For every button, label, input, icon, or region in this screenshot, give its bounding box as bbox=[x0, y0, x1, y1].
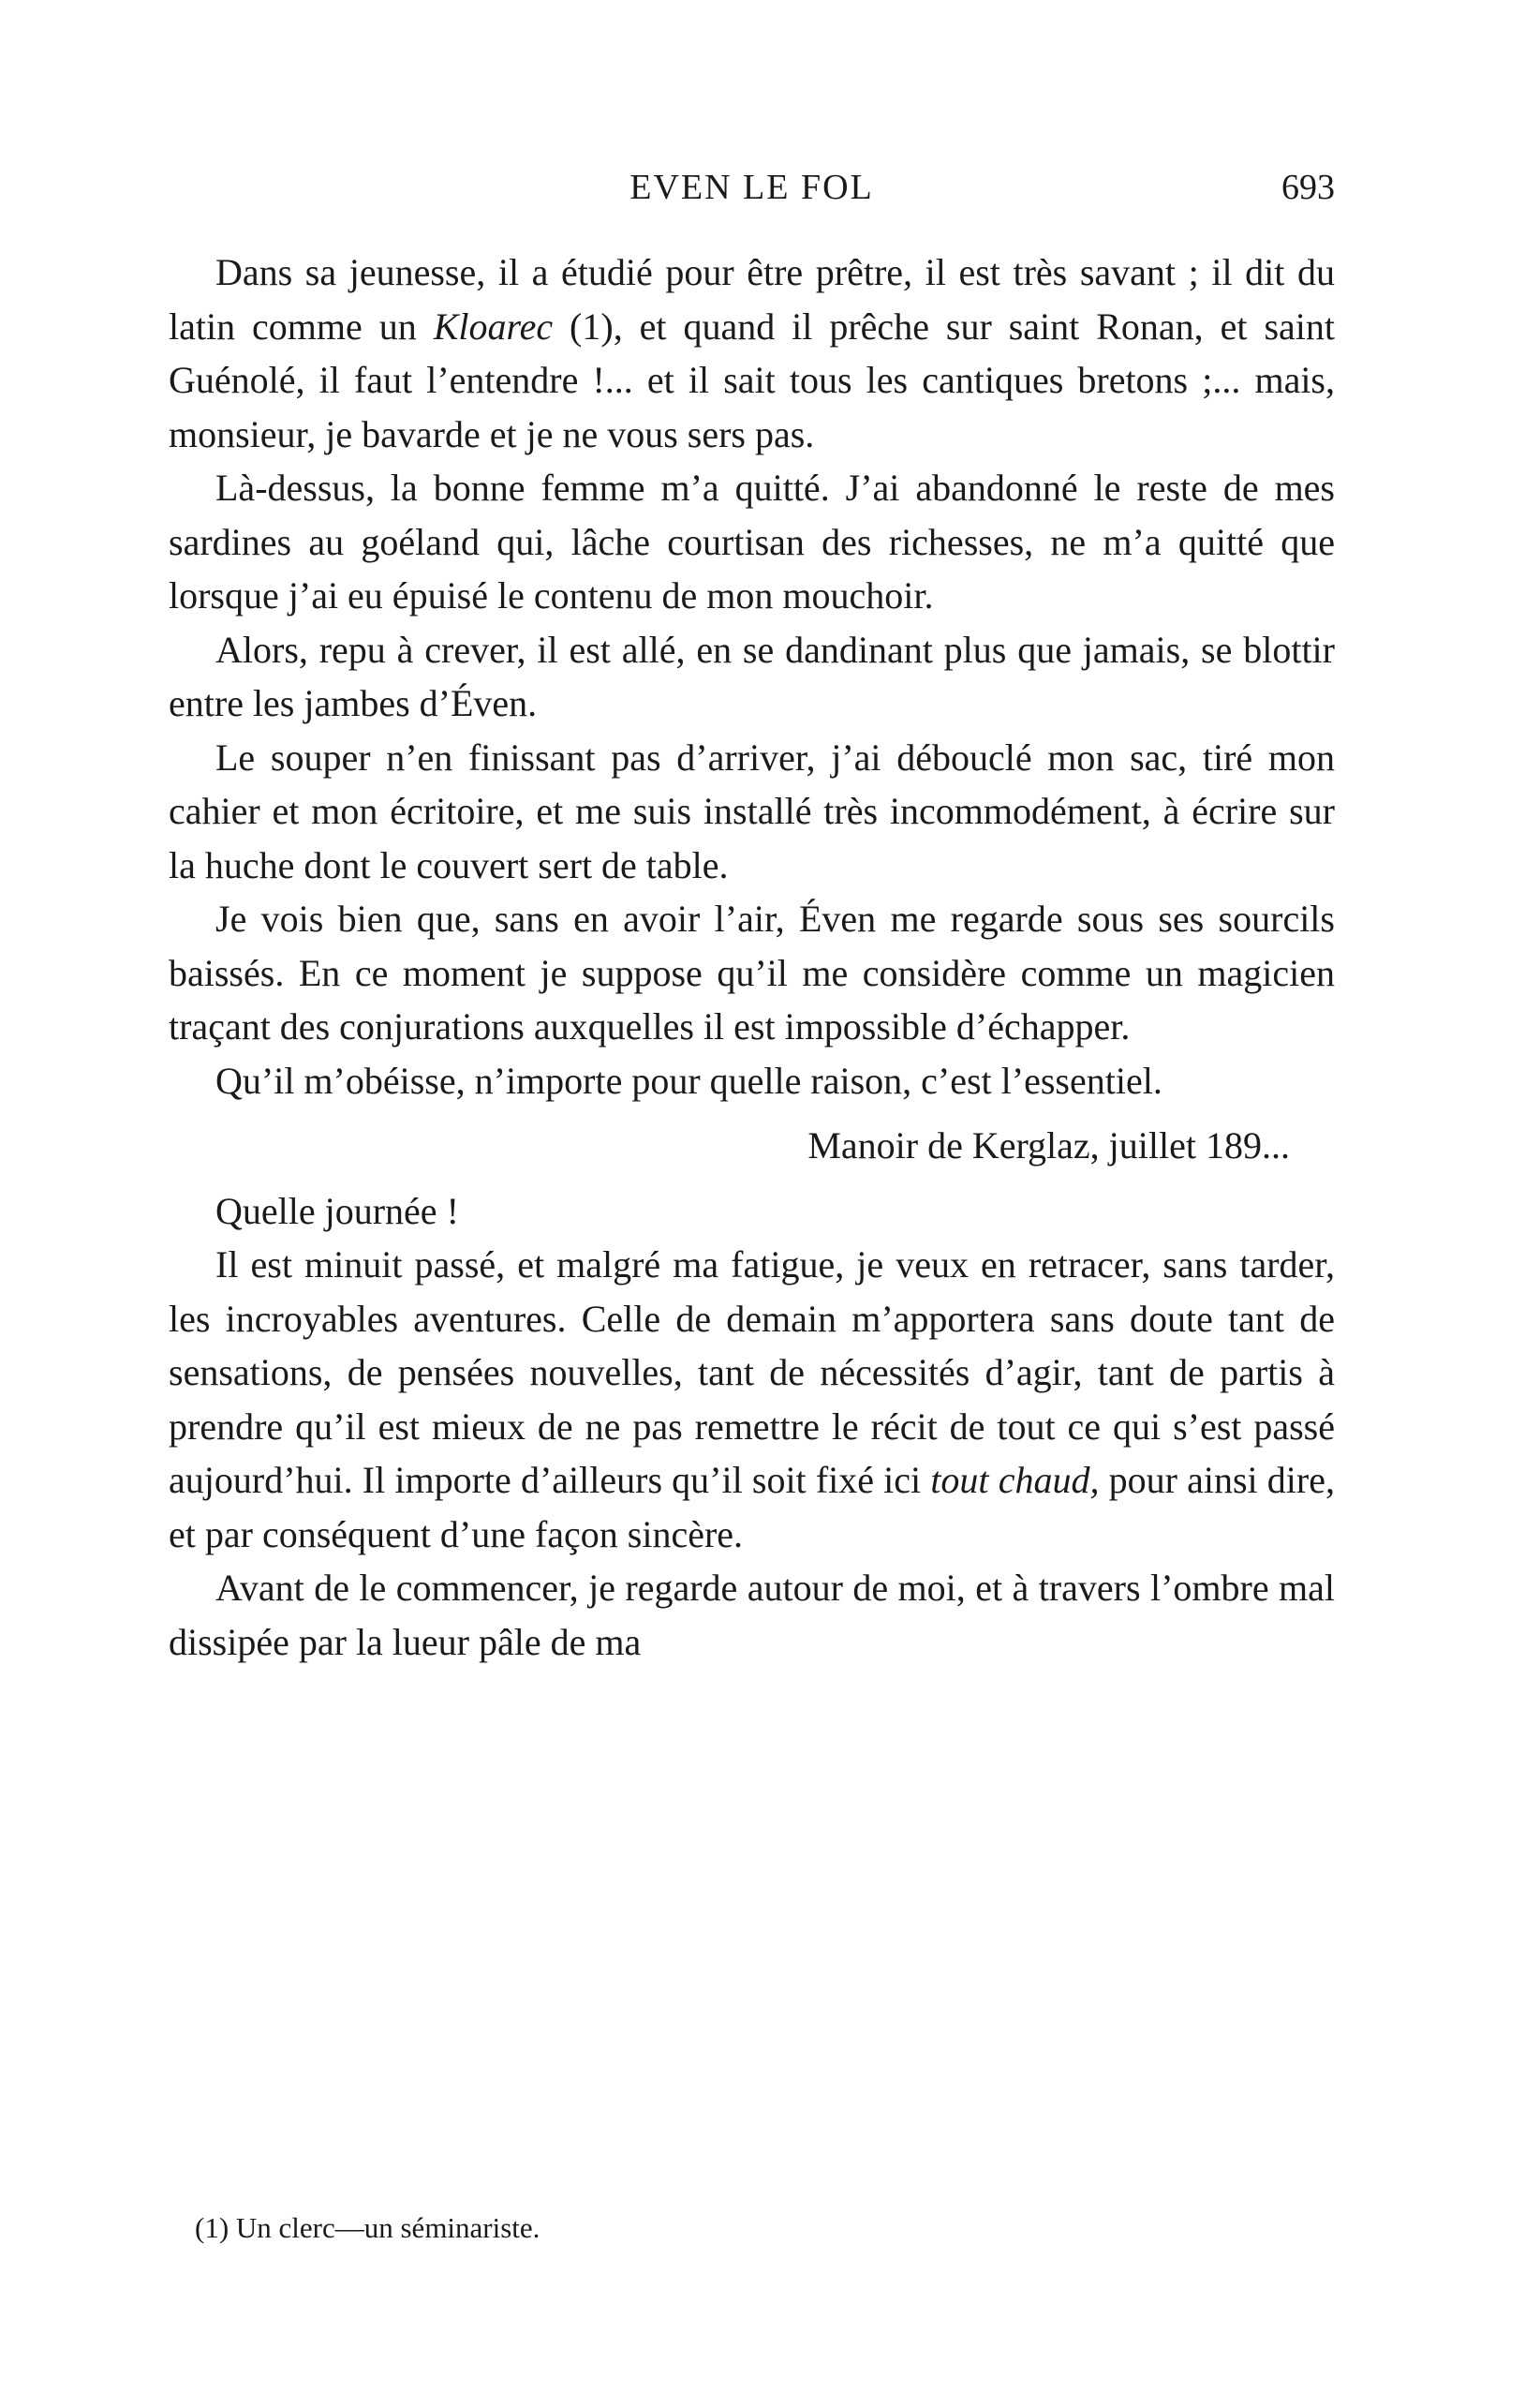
text-run: (1), et quand il prêche sur saint Ronan, et saint Guénolé, il faut l’entendre !... et il sait tous les cantiques bretons ;... mais, monsieur, je bavarde et je ne vous sers pas. bbox=[169, 305, 1336, 455]
paragraph bbox=[169, 245, 1335, 461]
text-run: Quelle journée ! bbox=[215, 1189, 459, 1232]
italic-text: Kloarec bbox=[433, 305, 554, 348]
text-run: Alors, repu à crever, il est allé, en se dandinant plus que jamais, se blottir entre les jambes d’Éven. bbox=[169, 628, 1335, 724]
running-title: EVEN LE FOL bbox=[629, 168, 874, 207]
text-run: Je vois bien que, sans en avoir l’air, Éven me regarde sous ses sourcils baissés. En ce moment je suppose qu’il me considère comme un magicien traçant des conjurations auxquelles il est impossible d’échapper. bbox=[169, 898, 1335, 1048]
paragraph bbox=[169, 623, 1335, 731]
paragraph bbox=[169, 461, 1335, 623]
paragraph bbox=[169, 1561, 1335, 1669]
text-run: Le souper n’en finissant pas d’arriver, j’ai débouclé mon sac, tiré mon cahier et mon écritoire, et me suis installé très incommodément, à écrire sur la huche dont le couvert sert de table. bbox=[169, 736, 1335, 886]
text-run: Dans sa jeunesse, il a étudié pour être prêtre, il est très savant ; il dit du latin comme un bbox=[169, 251, 1335, 348]
paragraphs-before bbox=[169, 245, 1335, 1107]
page-number: 693 bbox=[1281, 168, 1335, 207]
text-run: Avant de le commencer, je regarde autour de moi, et à travers l’ombre mal dissipée par la lueur pâle de ma bbox=[169, 1567, 1335, 1663]
paragraph bbox=[169, 1184, 1335, 1239]
text-run: pour ainsi dire, et par conséquent d’une façon sincère. bbox=[169, 1459, 1335, 1555]
body-text bbox=[169, 245, 1335, 1669]
paragraph bbox=[169, 1238, 1335, 1561]
footnote: (1) Un clerc—un séminariste. bbox=[195, 2211, 540, 2244]
paragraphs-after bbox=[169, 1184, 1335, 1670]
text-run: Qu’il m’obéisse, n’importe pour quelle raison, c’est l’essentiel. bbox=[215, 1059, 1162, 1102]
place-date-line: Manoir de Kerglaz, juillet 189... bbox=[807, 1124, 1290, 1167]
paragraph bbox=[169, 731, 1335, 893]
text-run: Il est minuit passé, et malgré ma fatigue, je veux en retracer, sans tarder, les incroyables aventures. Celle de demain m’apportera sans doute tant de sensations, de pensées nouvelles, tant de nécessités d’agir, tant de partis à prendre qu’il est mieux de ne pas remettre le récit de tout ce qui s’est passé aujourd’hui. Il importe d’ailleurs qu’il soit fixé ici bbox=[169, 1243, 1335, 1501]
text-run: Là-dessus, la bonne femme m’a quitté. J’ai abandonné le reste de mes sardines au goéland qui, lâche courtisan des richesses, ne m’a quitté que lorsque j’ai eu épuisé le contenu de mon mouchoir. bbox=[169, 467, 1335, 617]
italic-text: tout chaud, bbox=[930, 1459, 1100, 1501]
running-header bbox=[169, 167, 1335, 214]
paragraph bbox=[169, 1054, 1335, 1108]
paragraph bbox=[169, 892, 1335, 1054]
